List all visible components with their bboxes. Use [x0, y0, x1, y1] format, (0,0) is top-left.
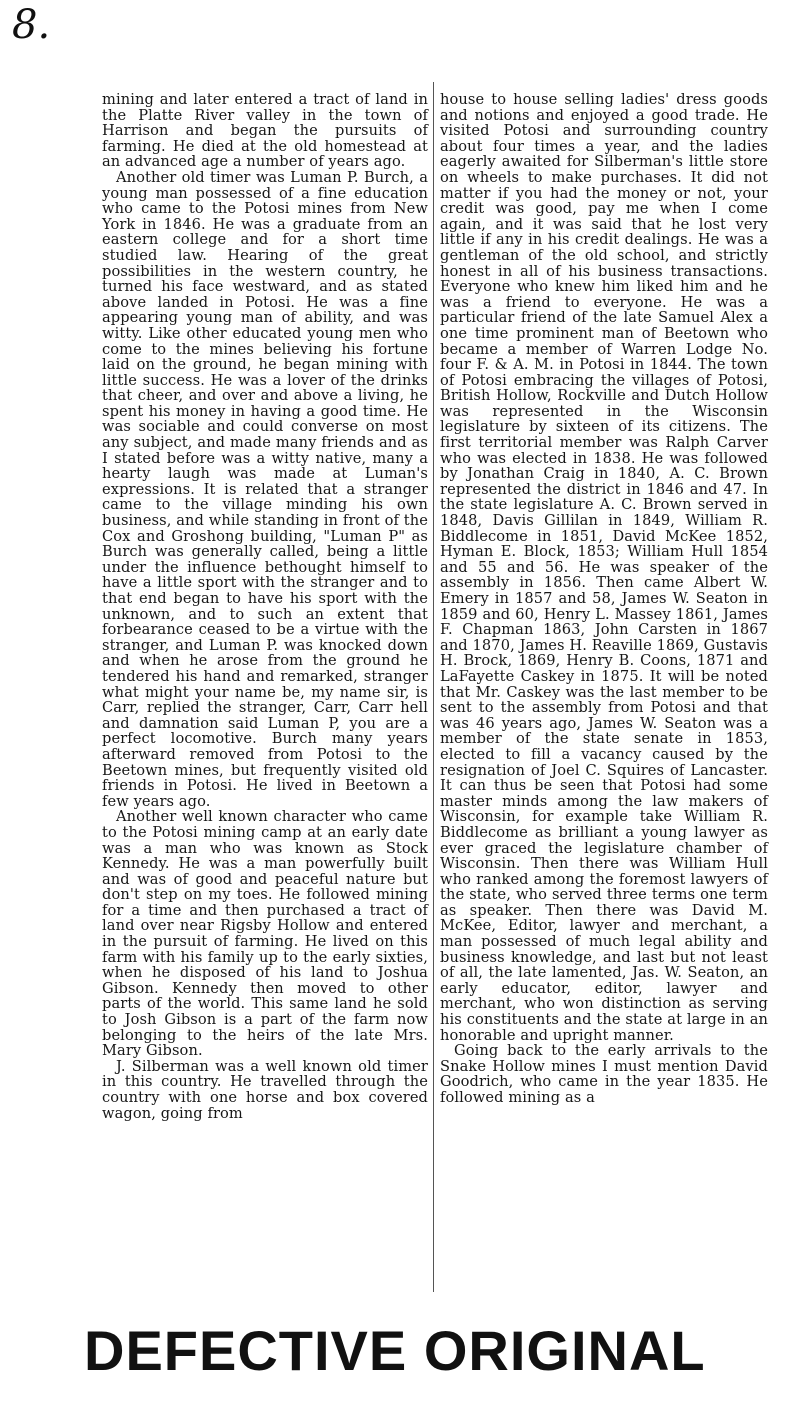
defective-original-banner: DEFECTIVE ORIGINAL — [84, 1319, 706, 1382]
article-column-left — [102, 92, 428, 1121]
paragraph-stock-kennedy: Another well known character who came to the Potosi mining camp at an early date was a man who was known as Stock Kennedy. He was a man powerfully built and was of good and peaceful nature but don't step on my toes. He followed mining for a time and then purchased a tract of land over near Rigsby Hollow and entered in the pursuit of farming. He lived on this farm with his family up to the early sixties, when he disposed of his land to Joshua Gibson. Kennedy then moved to other parts of the world. This same land he sold to Josh Gibson is a part of the farm now belonging to the heirs of the late Mrs. Mary Gibson. — [102, 808, 428, 1060]
paragraph-luman-burch: Another old timer was Luman P. Burch, a young man possessed of a fine education who came to the Potosi mines from New York in 1846. He was a graduate from an eastern college and for a short time studied law. Hearing of the great possibilities in the western country, he turned his face westward, and as stated above landed in Potosi. He was a fine appearing young man of ability, and was witty. Like other educated young men who come to the mines believing his fortune laid on the ground, he began mining with little success. He was a lover of the drinks that cheer, and over and above a living, he spent his money in having a good time. He was sociable and could converse on most any subject, and made many friends and as I stated before was a witty native, many a hearty laugh was made at Luman's expressions. It is related that a stranger came to the village minding his own business, and while standing in front of the Cox and Groshong building, "Luman P" as Burch was generally called, being a little under the influence bethought himself to have a little sport with the stranger and to that end began to have his sport with the unknown, and to such an extent that forbearance ceased to be a virtue with the stranger, and Luman P. was knocked down and when he arose from the ground he tendered his hand and remarked, stranger what might your name be, my name sir, is Carr, replied the stranger, Carr, Carr hell and damnation said Luman P, you are a perfect locomotive. Burch many years afterward removed from Potosi to the Beetown mines, but frequently visited old friends in Potosi. He lived in Beetown a few years ago. — [102, 168, 428, 810]
column-divider — [433, 82, 434, 1292]
paragraph-platte-river: mining and later entered a tract of land in the Platte River valley in the town of Harrison and began the pursuits of farming. He died at the old homestead at an advanced age a number of years ago. — [102, 91, 428, 171]
article-column-right — [440, 92, 768, 1106]
paragraph-david-goodrich: Going back to the early arrivals to the Snake Hollow mines I must mention David Goodrich, who came in the year 1835. He followed mining as a — [440, 1042, 768, 1106]
paragraph-legislature: house to house selling ladies' dress goods and notions and enjoyed a good trade. He visited Potosi and surrounding country about four times a year, and the ladies eagerly awaited for Silberman's little store on wheels to make purchases. It did not matter if you had the money or not, your credit was good, pay me when I come again, and it was said that he lost very little if any in his credit dealings. He was a gentleman of the old school, and strictly honest in all of his business transactions. Everyone who knew him liked him and he was a friend to everyone. He was a particular friend of the late Samuel Alex a one time prominent man of Beetown who became a member of Warren Lodge No. four F. & A. M. in Potosi in 1844. The town of Potosi embracing the villages of Potosi, British Hollow, Rockville and Dutch Hollow was represented in the Wisconsin legislature by sixteen of its citizens. The first territorial member was Ralph Carver who was elected in 1838. He was followed by Jonathan Craig in 1840, A. C. Brown represented the district in 1846 and 47. In the state legislature A. C. Brown served in 1848, Davis Gillilan in 1849, William R. Biddlecome in 1851, David McKee 1852, Hyman E. Block, 1853; William Hull 1854 and 55 and 56. He was speaker of the assembly in 1856. Then came Albert W. Emery in 1857 and 58, James W. Seaton in 1859 and 60, Henry L. Massey 1861, James F. Chapman 1863, John Carsten in 1867 and 1870, James H. Reaville 1869, Gustavis H. Brock, 1869, Henry B. Coons, 1871 and LaFayette Caskey in 1875. It will be noted that Mr. Caskey was the last member to be sent to the assembly from Potosi and that was 46 years ago, James W. Seaton was a member of the state senate in 1853, elected to fill a vacancy caused by the resignation of Joel C. Squires of Lancaster. It can thus be seen that Potosi had some master minds among the law makers of Wisconsin, for example take William R. Biddlecome as brilliant a young lawyer as ever graced the legislature chamber of Wisconsin. Then there was William Hull who ranked among the foremost lawyers of the state, who served three terms one term as speaker. Then there was David M. McKee, Editor, lawyer and merchant, a man possessed of much legal ability and business knowledge, and last but not least of all, the late lamented, Jas. W. Seaton, an early educator, editor, lawyer and merchant, who won distinction as serving his constituents and the state at large in an honorable and upright manner. — [440, 91, 768, 1044]
paragraph-silberman: J. Silberman was a well known old timer in this country. He travelled through the country with one horse and box covered wagon, going from — [102, 1057, 428, 1122]
page-number: 8. — [12, 2, 51, 48]
